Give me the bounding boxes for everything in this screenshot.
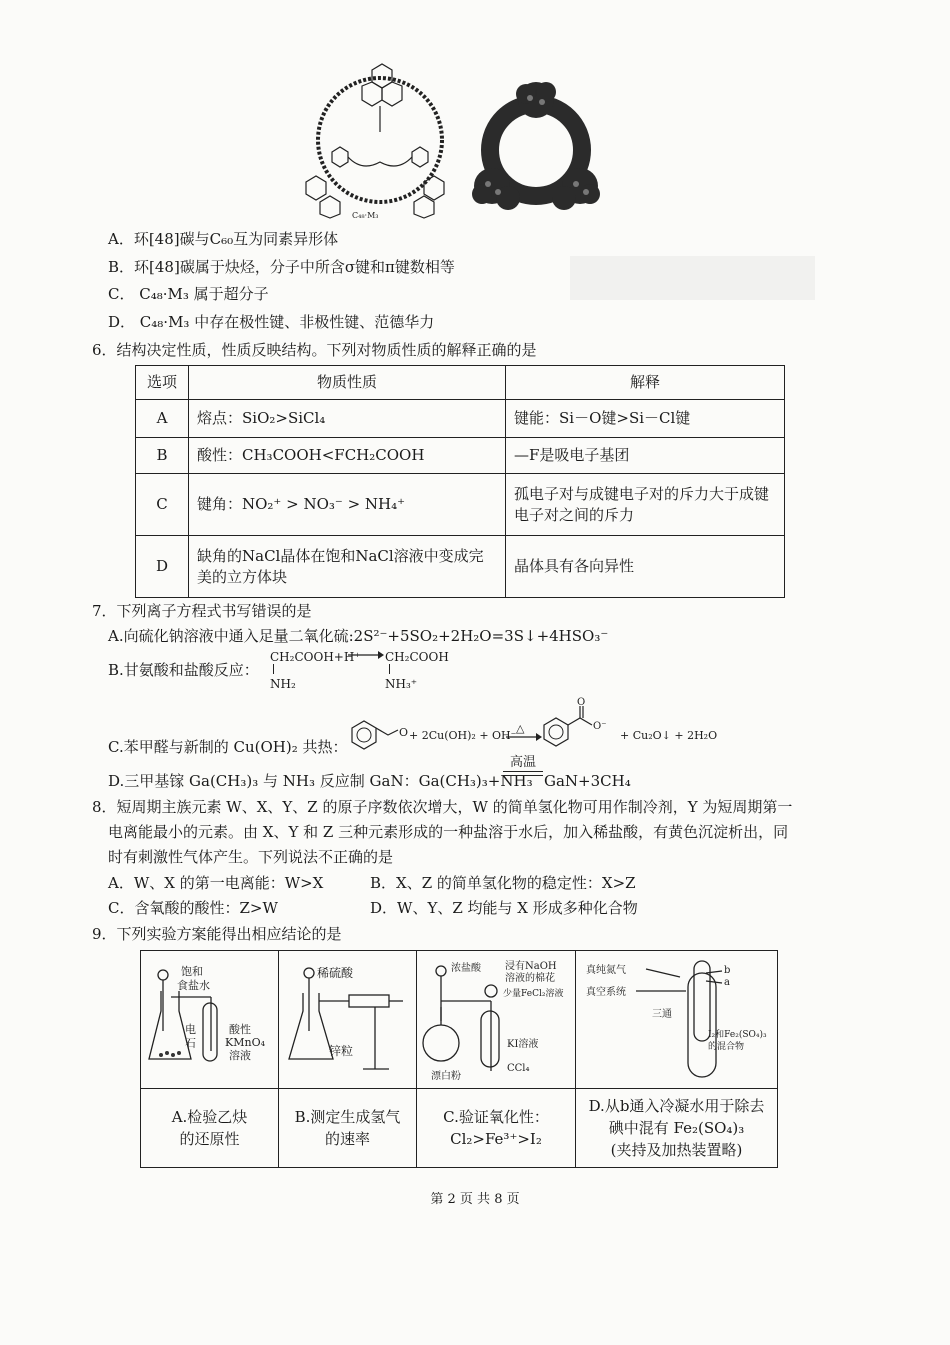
carboxylate-o: O⁻ xyxy=(593,721,607,732)
a-label-dian: 电 xyxy=(185,1023,196,1036)
q9-caption-d-line3: (夹持及加热装置略) xyxy=(610,1141,743,1159)
apparatus-b-drawing xyxy=(279,951,416,1089)
c-label-naoh: 浸有NaOH xyxy=(505,961,557,972)
aldehyde-o: O xyxy=(399,726,408,739)
q6-row-a-explanation: 键能：Si－O键>Si－Cl键 xyxy=(506,400,785,438)
a-label-brine: 食盐水 xyxy=(177,979,210,992)
q9-apparatus-d xyxy=(576,951,778,1089)
q6-row-b-explanation: —F是吸电子基团 xyxy=(506,438,785,474)
d-label-mixture1: I₂和Fe₂(SO₄)₃ xyxy=(708,1030,767,1040)
q8-option-a: A．W、X 的第一电离能：W>X xyxy=(108,874,324,892)
q8-stem-line3: 时有刺激性气体产生。下列说法不正确的是 xyxy=(108,848,394,866)
apparatus-a-drawing xyxy=(141,951,278,1089)
q6-header-property: 物质性质 xyxy=(189,366,506,400)
q8-stem-line2: 电离能最小的元素。由 X、Y 和 Z 三种元素形成的一种盐溶于水后，加入稀盐酸，有黄色沉淀析出，同 xyxy=(108,823,789,841)
blank-patch xyxy=(570,256,815,300)
apparatus-d-drawing xyxy=(576,951,780,1089)
a-label-acidic: 酸性 xyxy=(229,1023,251,1036)
q7-stem: 7．下列离子方程式书写错误的是 xyxy=(92,602,312,620)
q6-row-c-property: 键角：NO₂⁺ > NO₃⁻ > NH₄⁺ xyxy=(189,474,506,536)
c-label-fecl2: 少量FeCl₂溶液 xyxy=(503,989,564,999)
a-label-shi: 石 xyxy=(185,1037,196,1050)
q6-row-b-option: B xyxy=(136,438,189,474)
q7-b-right-bond xyxy=(389,664,390,674)
q5-option-a: A．环[48]碳与C₆₀互为同素异形体 xyxy=(108,230,339,248)
d-label-mixture2: 的混合物 xyxy=(708,1042,745,1052)
d-label-b: b xyxy=(724,965,731,976)
c-label-conc-hcl: 浓盐酸 xyxy=(451,963,481,974)
q9-caption-c-line2: Cl₂>Fe³⁺>I₂ xyxy=(450,1130,542,1148)
q6-table xyxy=(135,365,785,598)
d-label-vacuum: 真空系统 xyxy=(586,987,626,998)
b-label-dilute-h2so4: 稀硫酸 xyxy=(317,966,354,980)
q9-caption-c-line1: C.验证氧化性： xyxy=(443,1108,549,1126)
q7-b-left-bond xyxy=(273,664,274,674)
c48-m3-space-filling-model xyxy=(470,82,602,212)
q6-header-explanation: 解释 xyxy=(506,366,785,400)
q7-c-arrow xyxy=(506,722,542,746)
carbonyl-o: O xyxy=(577,697,586,708)
benzaldehyde-structure xyxy=(346,716,408,756)
q9-caption-d-line1: D.从b通入冷凝水用于除去 xyxy=(588,1097,765,1115)
q9-table xyxy=(140,950,778,1168)
d-label-tee: 三通 xyxy=(652,1009,672,1020)
benzoate-structure xyxy=(540,697,624,753)
q7-d-condition: 高温 xyxy=(509,755,536,770)
q9-caption-b-line1: B.测定生成氢气 xyxy=(294,1108,401,1126)
q7-b-arrow xyxy=(348,650,384,660)
q8-option-b: B．X、Z 的简单氢化物的稳定性：X>Z xyxy=(370,874,636,892)
d-label-nitrogen: 真纯氮气 xyxy=(586,965,626,976)
a-label-saturated: 饱和 xyxy=(181,965,203,978)
apparatus-c-drawing xyxy=(417,951,575,1089)
d-label-a: a xyxy=(724,977,730,988)
q6-row-d-option: D xyxy=(136,536,189,598)
c48m3-label: C₄₈·M₃ xyxy=(352,211,379,220)
q5-option-c: C． C₄₈·M₃ 属于超分子 xyxy=(108,285,269,303)
q6-row-c-explanation: 孤电子对与成键电子对的斥力大于成键电子对之间的斥力 xyxy=(506,474,785,536)
page-footer: 第 2 页 共 8 页 xyxy=(430,1192,520,1207)
q7-option-a: A.向硫化钠溶液中通入足量二氧化硫:2S²⁻+5SO₂+2H₂O=3S↓+4HSO₃⁻ xyxy=(108,627,609,645)
heat-symbol: △ xyxy=(516,722,525,735)
q5-option-d: D． C₄₈·M₃ 中存在极性键、非极性键、范德华力 xyxy=(108,313,435,331)
q6-row-b-property: 酸性：CH₃COOH<FCH₂COOH xyxy=(189,438,506,474)
q6-header-option: 选项 xyxy=(136,366,189,400)
q9-apparatus-a xyxy=(141,951,279,1089)
a-label-kmno4: KMnO₄ xyxy=(225,1036,265,1049)
q7-b-right-bottom: NH₃⁺ xyxy=(385,677,418,691)
q8-option-d: D．W、Y、Z 均能与 X 形成多种化合物 xyxy=(370,899,638,917)
q6-stem: 6．结构决定性质，性质反映结构。下列对物质性质的解释正确的是 xyxy=(92,341,537,359)
q7-option-d: D.三甲基镓 Ga(CH₃)₃ 与 NH₃ 反应制 GaN：Ga(CH₃)₃+NH₃ xyxy=(108,772,533,790)
q5-option-b: B．环[48]碳属于炔烃，分子中所含σ键和π键数相等 xyxy=(108,258,455,276)
c-label-ccl4: CCl₄ xyxy=(507,1063,530,1074)
q8-option-c: C．含氧酸的酸性：Z>W xyxy=(108,899,278,917)
q8-stem-line1: 8．短周期主族元素 W、X、Y、Z 的原子序数依次增大，W 的简单氢化物可用作制冷剂，Y 为短周期第一 xyxy=(92,798,793,816)
q7-b-left-top: CH₂COOH+H⁺ xyxy=(270,650,361,664)
q7-d-equals-bottom xyxy=(503,775,543,776)
q9-caption-b xyxy=(279,1089,417,1168)
q6-row-d-property: 缺角的NaCl晶体在饱和NaCl溶液中变成完美的立方体块 xyxy=(189,536,506,598)
q9-caption-a-line1: A.检验乙炔 xyxy=(171,1108,248,1126)
q7-option-c-label: C.苯甲醛与新制的 Cu(OH)₂ 共热： xyxy=(108,738,348,756)
q6-row-a-property: 熔点：SiO₂>SiCl₄ xyxy=(189,400,506,438)
q7-c-reagents: + 2Cu(OH)₂ + OH⁻ xyxy=(409,729,517,742)
q7-b-right-top: CH₂COOH xyxy=(385,650,449,664)
q9-apparatus-b xyxy=(279,951,417,1089)
q9-caption-b-line2: 的速率 xyxy=(324,1130,370,1148)
q9-apparatus-c xyxy=(417,951,576,1089)
q7-option-b-label: B.甘氨酸和盐酸反应： xyxy=(108,661,259,679)
q6-row-d-explanation: 晶体具有各向异性 xyxy=(506,536,785,598)
c-label-cotton: 溶液的棉花 xyxy=(505,973,555,984)
q9-caption-d-line2: 碘中混有 Fe₂(SO₄)₃ xyxy=(608,1119,745,1137)
q9-stem: 9．下列实验方案能得出相应结论的是 xyxy=(92,925,342,943)
q6-row-c-option: C xyxy=(136,474,189,536)
q7-d-equals-top xyxy=(503,771,543,772)
c-label-ki: KI溶液 xyxy=(507,1039,539,1050)
q9-caption-c xyxy=(417,1089,576,1168)
q7-d-products: GaN+3CH₄ xyxy=(544,772,631,790)
c-label-bleach: 漂白粉 xyxy=(431,1071,461,1082)
q7-b-left-bottom: NH₂ xyxy=(270,677,296,691)
q7-c-products: + Cu₂O↓ + 2H₂O xyxy=(620,729,718,742)
q9-caption-a xyxy=(141,1089,279,1168)
b-label-zinc: 锌粒 xyxy=(329,1044,354,1058)
a-label-solution: 溶液 xyxy=(229,1049,251,1062)
q9-caption-a-line2: 的还原性 xyxy=(179,1130,240,1148)
q9-caption-d xyxy=(576,1089,778,1168)
c48-m3-structure-figure xyxy=(292,62,472,222)
q6-row-a-option: A xyxy=(136,400,189,438)
